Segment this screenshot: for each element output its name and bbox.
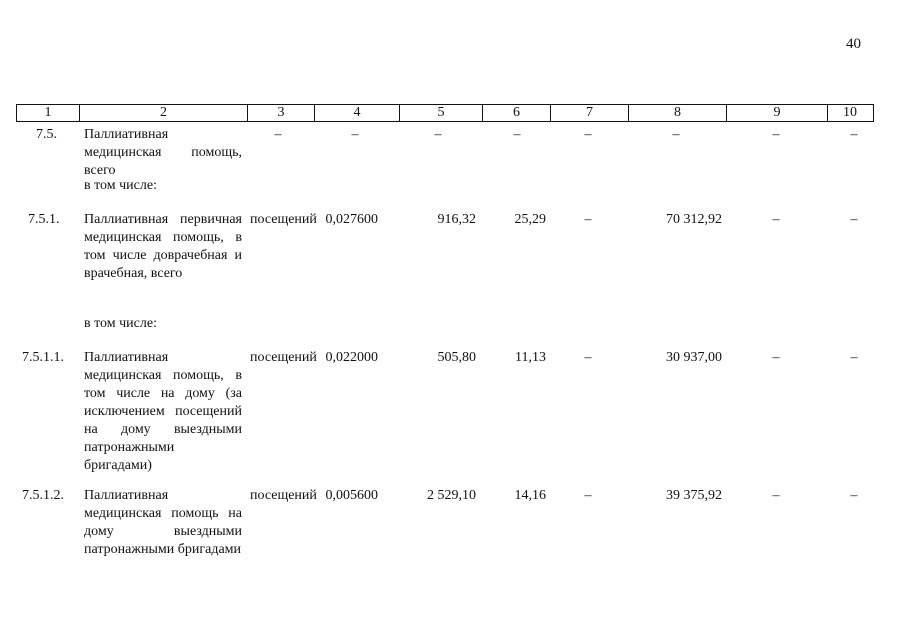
row-col-6: 14,16 bbox=[514, 488, 546, 503]
row-col-7: – bbox=[584, 488, 592, 503]
page-number: 40 bbox=[846, 36, 861, 52]
subheading: в том числе: bbox=[84, 316, 157, 331]
row-col-8: 30 937,00 bbox=[666, 350, 722, 365]
row-col-5: 2 529,10 bbox=[427, 488, 476, 503]
row-col-5: – bbox=[434, 127, 442, 142]
header-cell-4: 4 bbox=[315, 105, 400, 121]
row-code: 7.5.1. bbox=[28, 212, 60, 227]
row-col-9: – bbox=[772, 488, 780, 503]
row-col-4: 0,005600 bbox=[325, 488, 378, 503]
header-cell-1: 1 bbox=[17, 105, 80, 121]
row-col-5: 505,80 bbox=[437, 350, 476, 365]
header-cell-2: 2 bbox=[80, 105, 248, 121]
row-col-7: – bbox=[584, 350, 592, 365]
row-col-8: 39 375,92 bbox=[666, 488, 722, 503]
row-col-4: 0,022000 bbox=[325, 350, 378, 365]
row-unit: – bbox=[274, 127, 282, 142]
row-name: Паллиативная медицинская помощь, в том числе на дому (за исключением посещений на дому выездными патронажными бригадами) bbox=[84, 350, 242, 473]
row-unit: посещений bbox=[250, 212, 317, 227]
row-col-10: – bbox=[850, 127, 858, 142]
row-code: 7.5.1.2. bbox=[22, 488, 64, 503]
row-col-10: – bbox=[850, 350, 858, 365]
header-cell-7: 7 bbox=[551, 105, 629, 121]
row-col-4: 0,027600 bbox=[325, 212, 378, 227]
row-col-6: 11,13 bbox=[515, 350, 546, 365]
header-cell-6: 6 bbox=[483, 105, 551, 121]
row-col-7: – bbox=[584, 212, 592, 227]
row-col-10: – bbox=[850, 488, 858, 503]
header-cell-3: 3 bbox=[248, 105, 315, 121]
row-unit: посещений bbox=[250, 350, 317, 365]
header-cell-9: 9 bbox=[727, 105, 828, 121]
row-col-5: 916,32 bbox=[437, 212, 476, 227]
row-col-7: – bbox=[584, 127, 592, 142]
row-code: 7.5.1.1. bbox=[22, 350, 64, 365]
row-col-8: 70 312,92 bbox=[666, 212, 722, 227]
row-name: Паллиативная медицинская помощь, всего bbox=[84, 127, 242, 178]
row-col-9: – bbox=[772, 350, 780, 365]
table-header-row bbox=[16, 104, 874, 122]
row-col-9: – bbox=[772, 212, 780, 227]
row-col-6: – bbox=[513, 127, 521, 142]
subheading: в том числе: bbox=[84, 178, 157, 193]
row-name: Паллиативная первичная медицинская помощь, в том числе доврачебная и врачебная, всего bbox=[84, 212, 242, 281]
row-col-9: – bbox=[772, 127, 780, 142]
row-col-10: – bbox=[850, 212, 858, 227]
row-col-8: – bbox=[672, 127, 680, 142]
header-cell-10: 10 bbox=[843, 105, 857, 120]
row-name: Паллиативная медицинская помощь на дому выездными патронажными бригадами bbox=[84, 488, 242, 557]
header-cell-8: 8 bbox=[629, 105, 727, 121]
row-unit: посещений bbox=[250, 488, 317, 503]
row-col-4: – bbox=[351, 127, 359, 142]
header-cell-5: 5 bbox=[400, 105, 483, 121]
row-col-6: 25,29 bbox=[514, 212, 546, 227]
row-code: 7.5. bbox=[36, 127, 57, 142]
